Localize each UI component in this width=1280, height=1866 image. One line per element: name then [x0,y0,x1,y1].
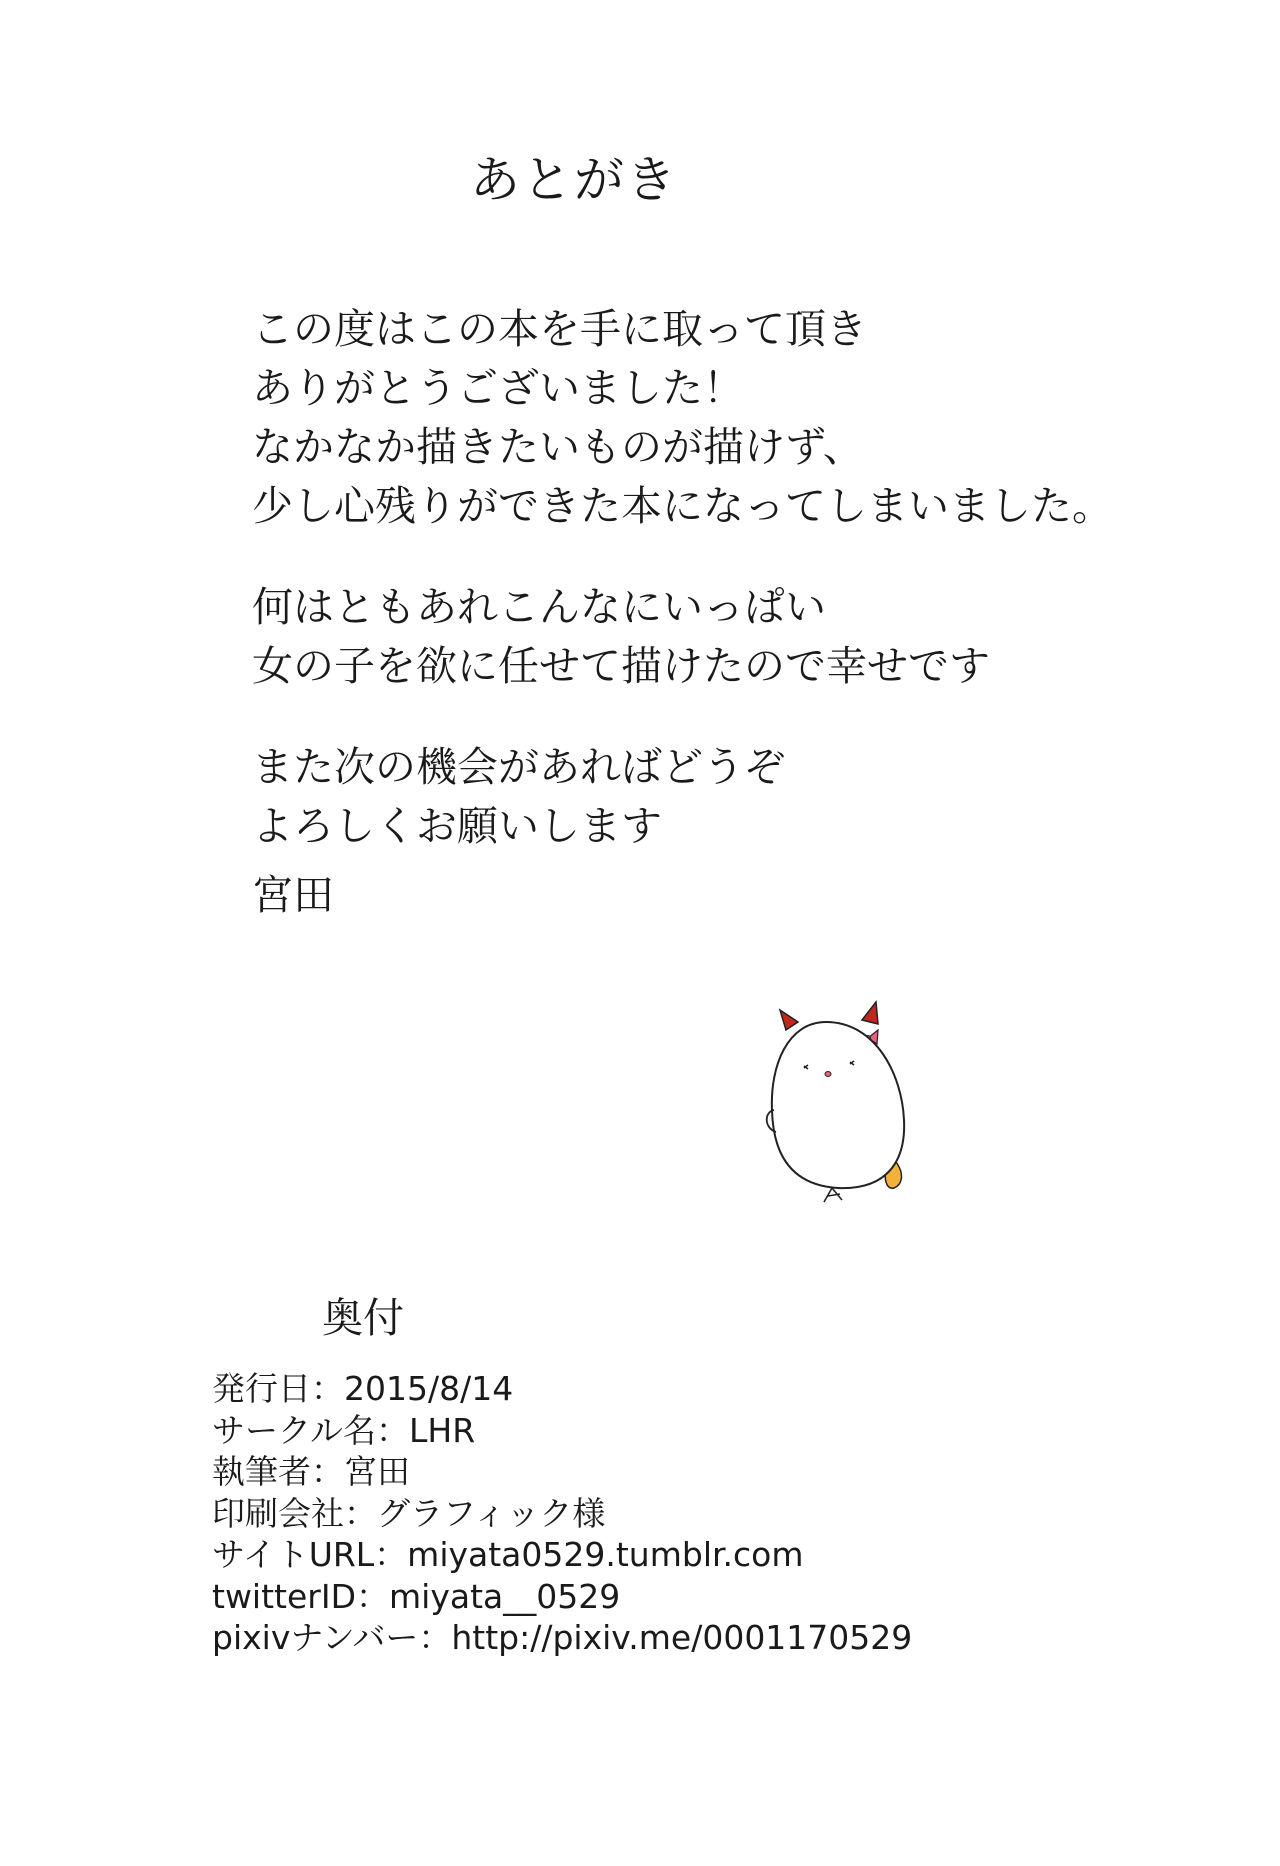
afterword-line: 女の子を欲に任せて描けたので幸せです [252,642,990,690]
colophon-separator: ： [356,1576,389,1616]
colophon-value: 宮田 [344,1452,410,1491]
colophon-separator: ： [344,1493,377,1533]
colophon-row [212,1410,912,1452]
mascot-body [772,1022,904,1188]
page-title: あとがき [470,151,678,209]
colophon-value: LHR [409,1410,476,1450]
colophon-value: miyata__0529 [389,1576,621,1616]
colophon-separator: ： [311,1452,344,1491]
afterword-line: なかなか描きたいものが描けず、 [252,423,864,471]
colophon-value: http://pixiv.me/0001170529 [451,1618,913,1657]
afterword-line: よろしくお願いします [252,802,662,850]
colophon-value: miyata0529.tumblr.com [407,1535,804,1574]
colophon-row [212,1576,912,1618]
colophon-separator: ： [376,1410,410,1450]
colophon-label: サイトURL [212,1535,375,1574]
mascot-illustration [758,1000,958,1210]
afterword-body [252,300,1113,856]
colophon-separator: ： [418,1618,452,1657]
colophon-label: 発行日 [212,1369,311,1408]
colophon-title: 奥付 [322,1294,404,1342]
afterword-line: また次の機会があればどうぞ [252,743,785,791]
colophon-separator: ： [311,1369,344,1408]
colophon-value: 2015/8/14 [344,1369,514,1408]
afterword-paragraph [252,738,1113,856]
colophon-label: twitterID [212,1576,356,1616]
colophon-separator: ： [374,1535,408,1574]
right-ribbon [862,1002,878,1024]
afterword-paragraph [252,300,1113,536]
colophon-row [212,1368,912,1410]
afterword-line: この度はこの本を手に取って頂き [252,305,867,353]
colophon-row [212,1617,912,1659]
afterword-paragraph [252,578,1113,696]
colophon-row [212,1534,912,1576]
colophon-label: 印刷会社 [212,1493,344,1533]
colophon-label: 執筆者 [212,1452,311,1491]
afterword-line: 何はともあれこんなにいっぱい [252,583,826,631]
signature: 宮田 [252,871,334,919]
colophon-row [212,1451,912,1493]
afterword-line: ありがとうございました！ [252,364,744,412]
colophon-label: サークル名 [212,1410,377,1450]
colophon-row [212,1493,912,1535]
colophon-label: pixivナンバー [212,1618,419,1657]
afterword-line: 少し心残りができた本になってしまいました。 [252,482,1113,530]
left-ribbon [780,1010,798,1030]
colophon-list [212,1368,912,1659]
colophon-value: グラフィック様 [377,1493,606,1533]
